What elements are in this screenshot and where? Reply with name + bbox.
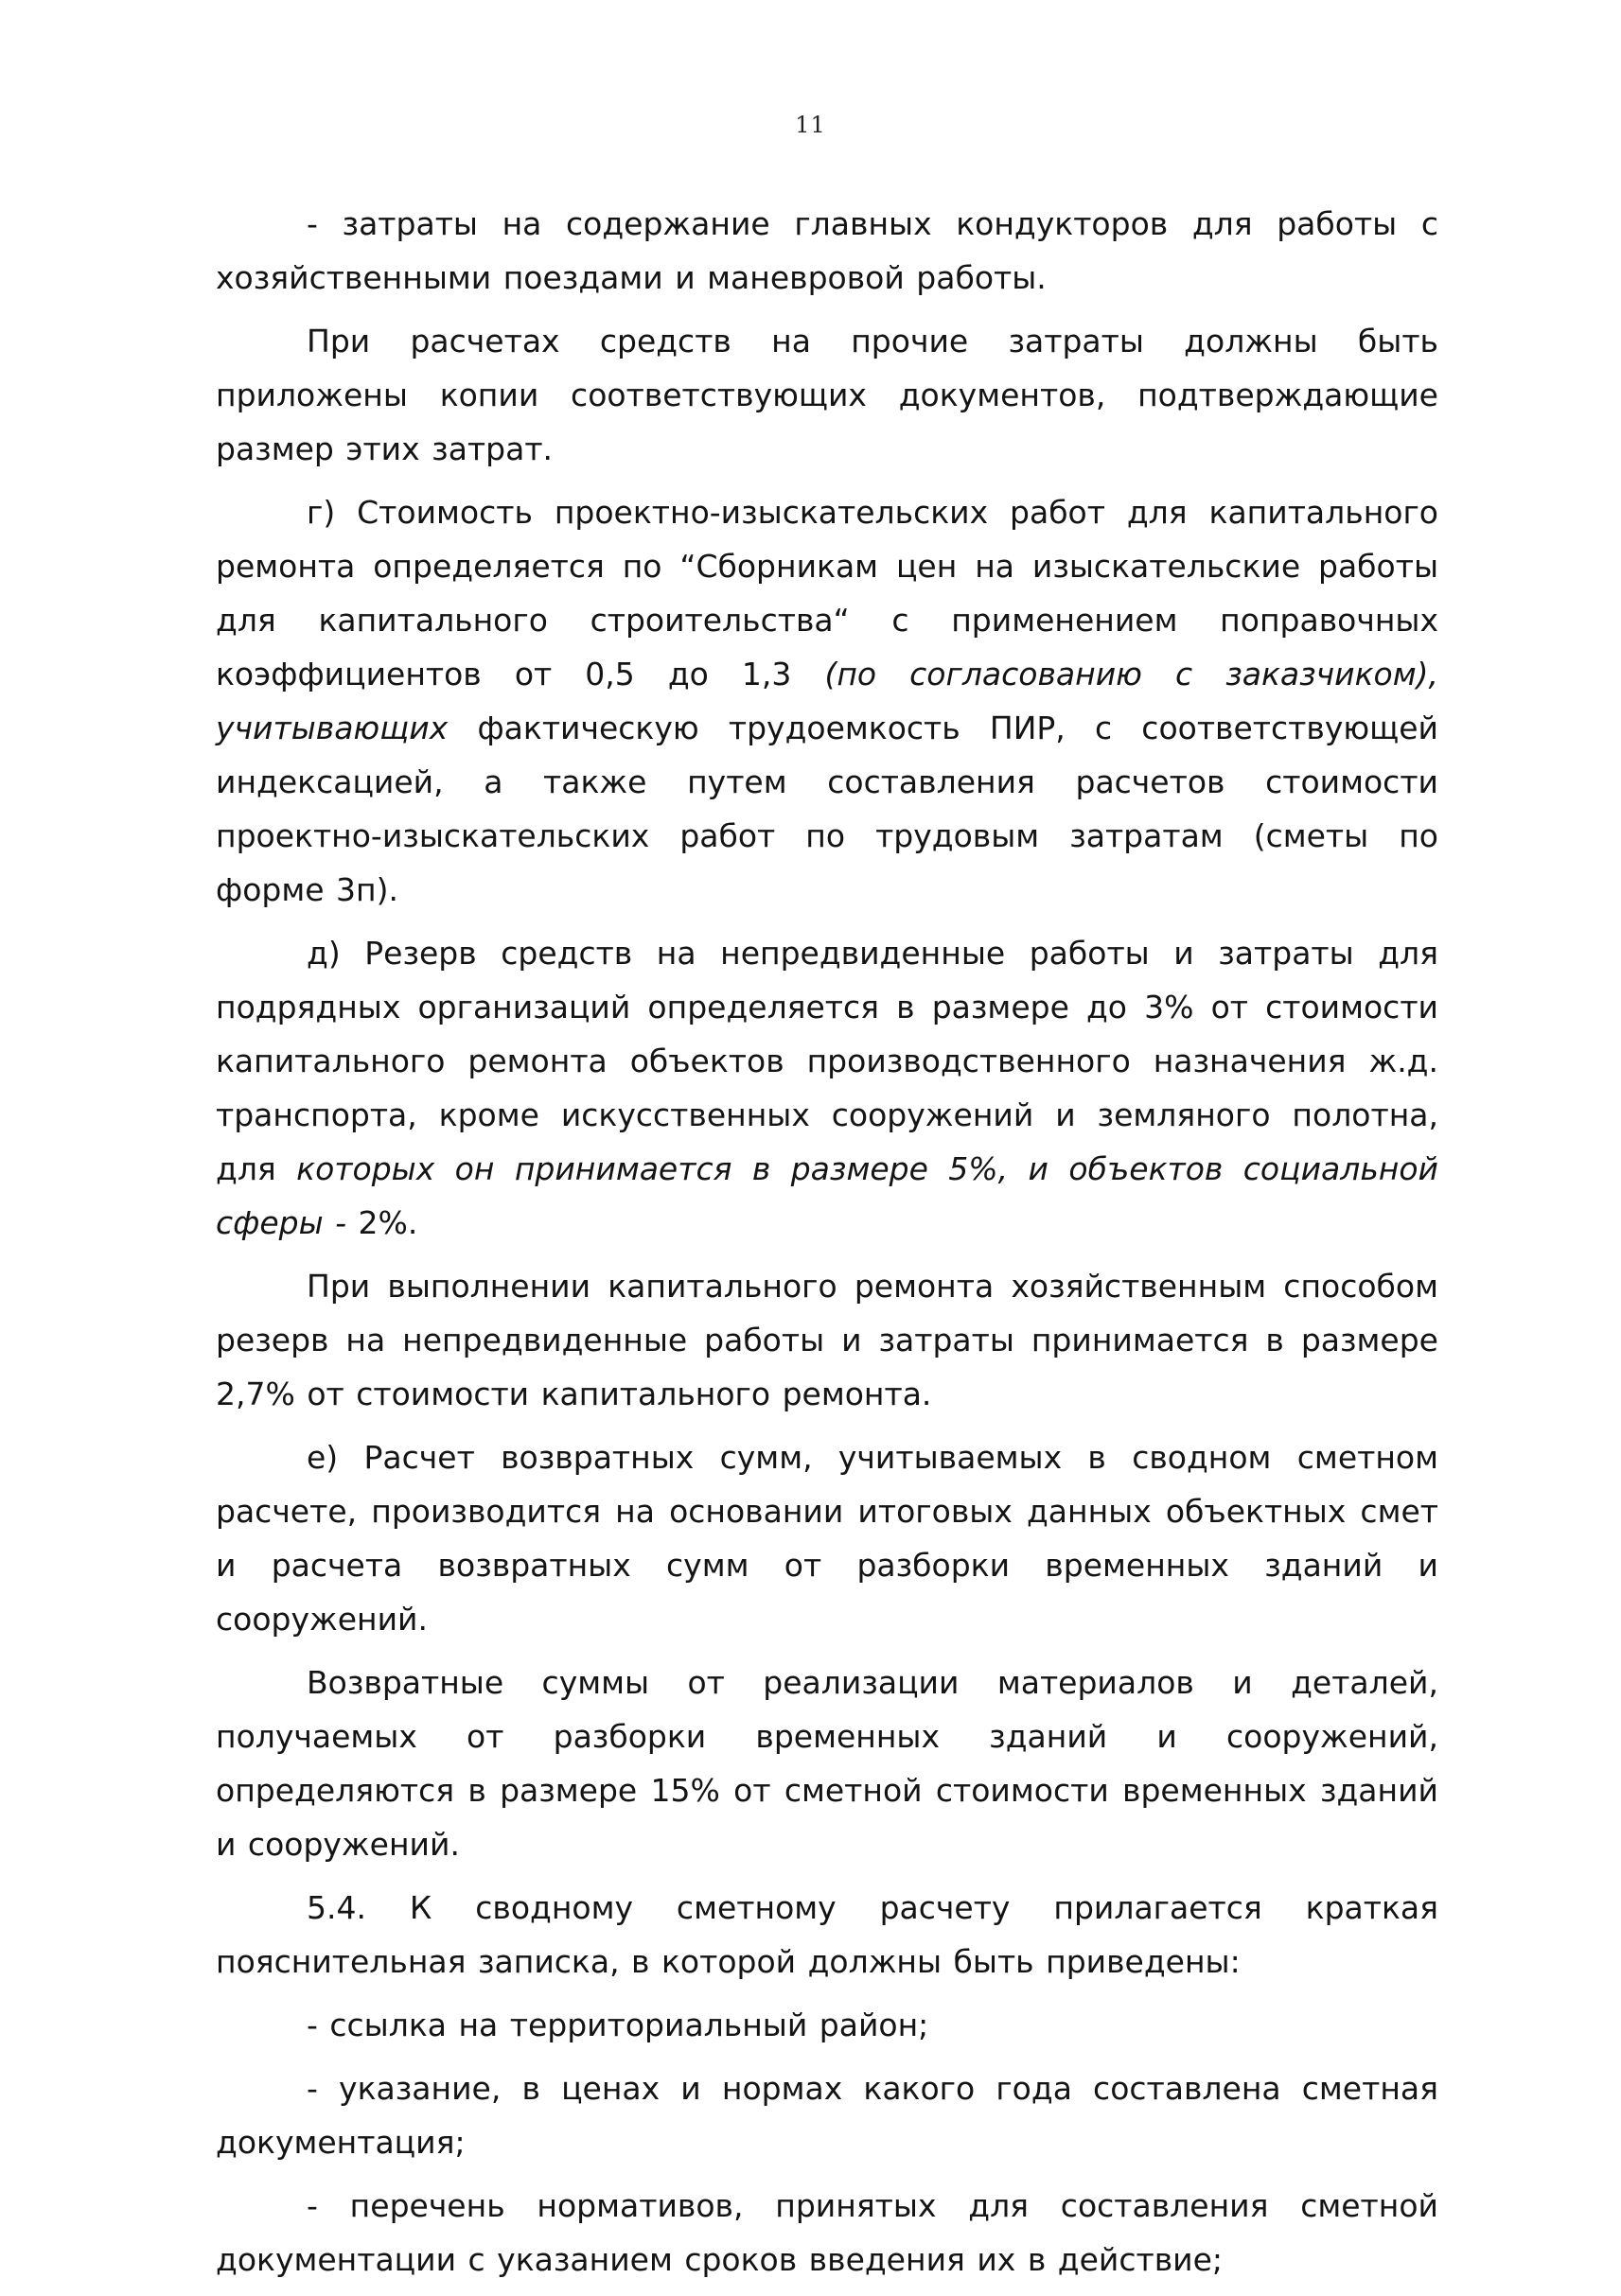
paragraph-d-italic-text: которых он принимается в размере 5%, и объектов социальной сферы -: [216, 1150, 1438, 1241]
list-item-territorial-district: - ссылка на территориальный район;: [307, 2007, 929, 2043]
paragraph-household-method-reserve: При выполнении капитального ремонта хозяйственным способом резерв на непредвиденные работы и затраты принимается в размере 2,7% от стоимости капитального ремонта.: [216, 1268, 1438, 1412]
paragraph-5-4-explanatory-note: 5.4. К сводному сметному расчету прилагается краткая пояснительная записка, в которой должны быть приведены:: [216, 1889, 1438, 1980]
paragraph-conductor-costs: - затраты на содержание главных кондукторов для работы с хозяйственными поездами и маневровой работы.: [216, 205, 1438, 296]
paragraph-return-sums-percent: Возвратные суммы от реализации материалов и деталей, получаемых от разборки временных зданий и сооружений, определяются в размере 15% от сметной стоимости временных зданий и сооружений.: [216, 1664, 1438, 1863]
paragraph-g-italic-text: (по согласованию с заказчиком), учитывающих: [216, 656, 1439, 746]
paragraph-d-text-end: 2%.: [346, 1204, 418, 1241]
body-text: [216, 197, 1438, 2296]
paragraph-d-reserve-funds: [216, 926, 1438, 1250]
list-item-price-year: - указание, в ценах и нормах какого года составлена сметная документация;: [216, 2070, 1438, 2161]
paragraph-g-design-survey-cost: [216, 485, 1438, 917]
paragraph-d-text-start: д) Резерв средств на непредвиденные работы и затраты для подрядных организаций определяется в размере до 3% от стоимости капитального ремонта объектов производственного назначения ж.д. транспорта, кроме искусственных сооружений и земляного полотна, для: [216, 935, 1438, 1187]
paragraph-g-text-end: фактическую трудоемкость ПИР, с соответствующей индексацией, а также путем составления расчетов стоимости проектно-изыскательских работ по трудовым затратам (сметы по форме 3п).: [216, 710, 1438, 908]
paragraph-e-return-sums: е) Расчет возвратных сумм, учитываемых в сводном сметном расчете, производится на основании итоговых данных объектных смет и расчета возвратных сумм от разборки временных зданий и сооружений.: [216, 1439, 1438, 1638]
page-number: 11: [795, 112, 826, 138]
list-item-normatives-list: - перечень нормативов, принятых для составления сметной документации с указанием сроков введения их в действие;: [216, 2187, 1438, 2278]
paragraph-other-costs-documents: При расчетах средств на прочие затраты должны быть приложены копии соответствующих документов, подтверждающие размер этих затрат.: [216, 323, 1438, 467]
paragraph-g-text-start: г) Стоимость проектно-изыскательских работ для капитального ремонта определяется по “Сборникам цен на изыскательские работы для капитального строительства“ с применением поправочных коэффициентов от 0,5 до 1,3: [216, 494, 1438, 692]
